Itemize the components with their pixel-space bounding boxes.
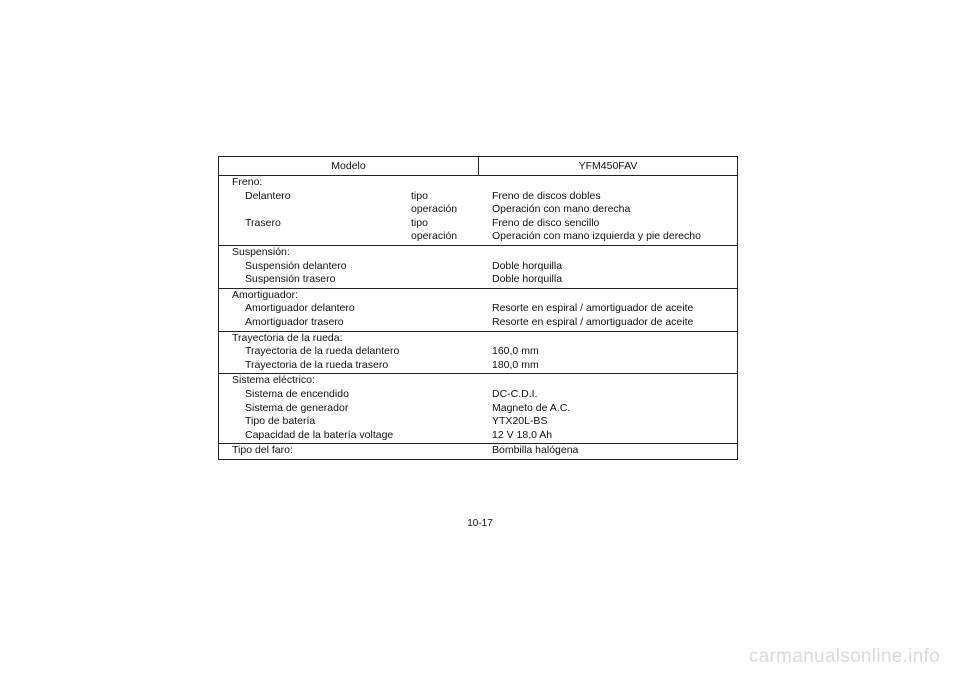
group-electrical [219,374,737,444]
row-value: Bombilla halógena [492,444,579,457]
table-row [219,302,737,316]
row-name: Sistema de encendido [245,387,349,400]
row-value: Doble horquilla [492,259,563,272]
table-row [219,230,737,244]
row-value: 12 V 18,0 Ah [492,428,553,441]
row-name: Sistema de generador [245,401,349,414]
row-sub: tipo [411,216,428,229]
table-row [219,260,737,274]
group-label-row [219,374,737,388]
row-value: Operación con mano izquierda y pie derecho [492,230,701,243]
row-name: Tipo de batería [245,415,316,428]
row-value: YTX20L-BS [492,415,548,428]
table-row [219,316,737,330]
group-label: Sistema eléctrico: [232,374,315,387]
row-name: Tipo del faro: [232,444,293,457]
row-name: Delantero [245,189,291,202]
table-row [219,415,737,429]
table-row [219,345,737,359]
row-value: Resorte en espiral / amortiguador de aceite [492,315,694,328]
row-name: Suspensión trasero [245,273,336,286]
row-name: Trasero [245,216,281,229]
group-label: Amortiguador: [232,288,298,301]
row-value: Freno de disco sencillo [492,216,600,229]
table-row [219,444,737,458]
group-brake [219,176,737,246]
row-value: 180,0 mm [492,358,539,371]
row-name: Capacidad de la batería voltage [245,428,394,441]
group-label-row [219,176,737,190]
row-name: Suspensión delantero [245,259,347,272]
table-row [219,359,737,373]
table-row [219,203,737,217]
row-sub: operación [411,230,458,243]
table-row [219,190,737,204]
row-name: Trayectoria de la rueda trasero [245,358,389,371]
table-row [219,402,737,416]
row-sub: operación [411,203,458,216]
group-label-row [219,332,737,346]
row-name: Amortiguador trasero [245,315,344,328]
row-value: Doble horquilla [492,273,563,286]
row-sub: tipo [411,189,428,202]
header-model-value: YFM450FAV [578,160,638,172]
group-label: Freno: [232,176,263,188]
group-label-row [219,246,737,260]
group-label: Trayectoria de la rueda: [232,331,343,344]
row-value: Operación con mano derecha [492,203,631,216]
group-shock-absorber [219,289,737,332]
group-headlight [219,444,737,459]
watermark: carmanualsonline.info [748,646,940,667]
header-model-label: Modelo [219,157,479,175]
row-name: Amortiguador delantero [245,302,355,315]
row-value: Freno de discos dobles [492,189,601,202]
group-label: Suspensión: [232,245,290,258]
table-row [219,429,737,443]
group-suspension [219,246,737,289]
group-wheel-travel [219,332,737,375]
group-label-row [219,289,737,303]
row-value: 160,0 mm [492,345,539,358]
table-header [219,157,737,176]
row-value: Resorte en espiral / amortiguador de aceite [492,302,694,315]
table-row [219,273,737,287]
table-row [219,217,737,231]
table-row [219,388,737,402]
spec-table [218,156,738,460]
row-value: DC-C.D.I. [492,387,538,400]
row-name: Trayectoria de la rueda delantero [245,345,400,358]
page-number: 10-17 [467,518,493,529]
row-value: Magneto de A.C. [492,401,571,414]
